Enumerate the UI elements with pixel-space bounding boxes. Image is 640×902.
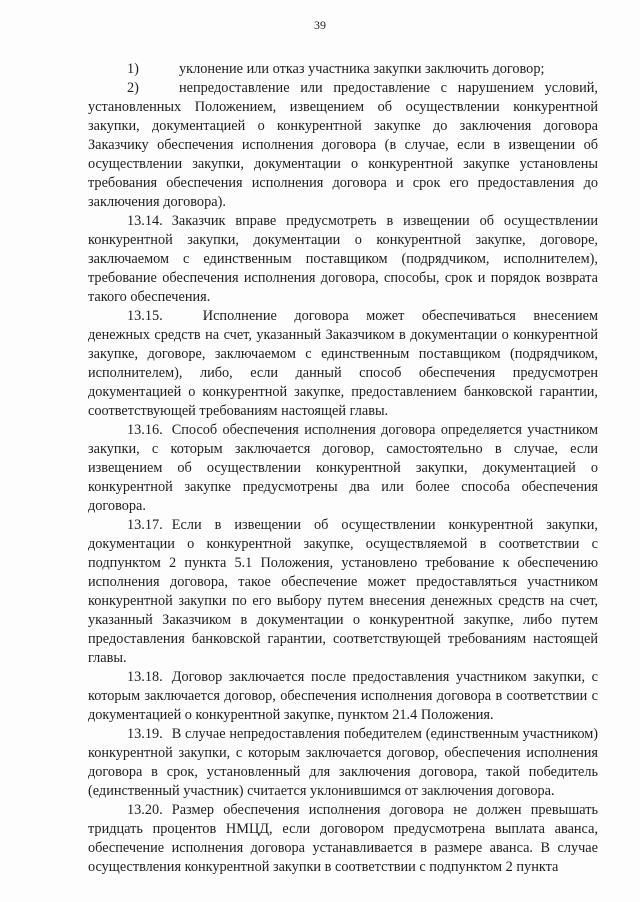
clause-13-18 [88,668,598,725]
list-item-number: 2) [127,80,139,96]
clause-13-15 [88,307,598,421]
clause-number: 13.15. [127,308,163,324]
clause-text: Договор заключается после предоставления участником закупки, с которым заключается договор, обеспечения исполнения договора в соответствии с документацией о конкурентной закупке, пунктом 21.4 Положения. [88,669,598,723]
clause-number: 13.16. [127,422,163,438]
list-item-text: уклонение или отказ участника закупки заключить договор; [179,61,545,77]
clause-text: В случае непредоставления победителем (единственным участником) конкурентной закупки, с которым заключается договор, обеспечения исполнения договора в срок, установленный для заключения договора, такой победитель (единственный участник) считается уклонившимся от заключения договора. [88,726,598,799]
clause-text: Если в извещении об осуществлении конкурентной закупки, документации о конкурентной закупке, осуществляемой в соответствии с подпунктом 2 пункта 5.1 Положения, установлено требование к обеспечению исполнения договора, такое обеспечение может предоставляться участником конкурентной закупки по его выбору путем внесения денежных средств на счет, указанный Заказчиком в документации о конкурентной закупке, либо путем предоставления банковской гарантии, соответствующей требованиям настоящей главы. [88,517,598,666]
page-number: 39 [314,18,326,32]
clause-13-19 [88,725,598,801]
clause-13-16 [88,421,598,516]
clause-number: 13.14. [127,213,163,229]
document-body [88,60,598,877]
clause-text: Исполнение договора может обеспечиваться внесением денежных средств на счет, указанный Заказчиком в документации о конкурентной закупке, договоре, заключаемом с единственным поставщиком (подрядчиком, исполнителем), либо, если данный способ обеспечения предусмотрен документацией о конкурентной закупке, предоставлением банковской гарантии, соответствующей требованиям настоящей главы. [88,308,598,419]
list-item [88,60,598,79]
list-item-text: непредоставление или предоставление с нарушением условий, установленных Положением, извещением об осуществлении конкурентной закупки, документацией о конкурентной закупке до заключения договора Заказчику обеспечения исполнения договора (в случае, если в извещении об осуществлении закупки, документации о конкурентной закупке установлены требования обеспечения исполнения договора и срок его предоставления до заключения договора). [88,80,598,210]
clause-text: Способ обеспечения исполнения договора определяется участником закупки, с которым заключается договор, самостоятельно в случае, если извещением об осуществлении конкурентной закупки, документацией о конкурентной закупке предусмотрены два или более способа обеспечения договора. [88,422,598,514]
clause-13-20 [88,801,598,877]
list-item-number: 1) [127,61,139,77]
clause-13-14 [88,212,598,307]
clause-number: 13.20. [127,802,163,818]
clause-13-17 [88,516,598,668]
clause-text: Заказчик вправе предусмотреть в извещении об осуществлении конкурентной закупки, документации о конкурентной закупке, договоре, заключаемом с единственным поставщиком (подрядчиком, исполнителем), требование обеспечения исполнения договора, способы, срок и порядок возврата такого обеспечения. [88,213,598,305]
list-item [88,79,598,212]
clause-number: 13.19. [127,726,163,742]
clause-text: Размер обеспечения исполнения договора не должен превышать тридцать процентов НМЦД, если договором предусмотрена выплата аванса, обеспечение исполнения договора устанавливается в размере аванса. В случае осуществления конкурентной закупки в соответствии с подпунктом 2 пункта [88,802,598,875]
clause-number: 13.17. [127,517,163,533]
clause-number: 13.18. [127,669,163,685]
